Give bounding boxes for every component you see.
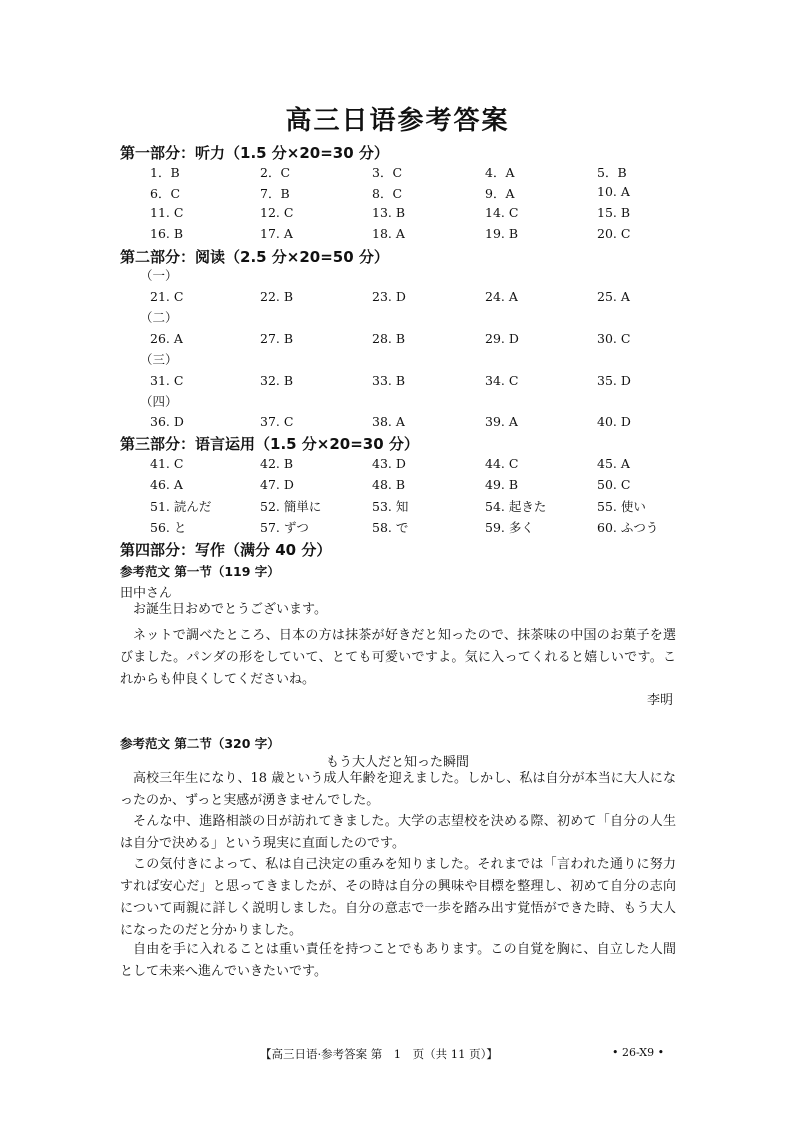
answer-item: 2．C xyxy=(260,165,291,180)
answer-row xyxy=(0,497,795,517)
answer-item: 21. C xyxy=(150,289,184,304)
answer-row xyxy=(0,331,795,351)
answer-item: 45. A xyxy=(597,456,630,471)
answer-item: 28. B xyxy=(372,331,406,346)
answer-item: 56. と xyxy=(150,520,187,535)
answer-row xyxy=(0,414,795,434)
answer-item: 41. C xyxy=(150,456,184,471)
answer-item: 44. C xyxy=(485,456,519,471)
answer-item: 50. C xyxy=(597,477,631,492)
answer-item: 6．C xyxy=(150,186,181,201)
essay2-label: 参考范文 第二节（320 字） xyxy=(120,736,280,751)
answer-item: 18. A xyxy=(372,226,405,241)
answer-row xyxy=(0,289,795,309)
answer-item: 42. B xyxy=(260,456,294,471)
essay1-paragraph: ネットで調べたところ、日本の方は抹茶が好きだと知ったので、抹茶味の中国のお菓子を選びました。パンダの形をしていて、とても可愛いですよ。気に入ってくれると嬉しいです。これからも仲良くしてくださいね。 xyxy=(120,628,676,687)
answer-item: 37. C xyxy=(260,414,294,429)
answer-row xyxy=(0,518,795,538)
essay1-paragraph: お誕生日おめでとうございます。 xyxy=(133,602,327,617)
exam-code: • 26-X9 • xyxy=(612,1046,665,1059)
answer-item: 14. C xyxy=(485,205,519,220)
group-label: （一） xyxy=(140,268,178,283)
page-title: 高三日语参考答案 xyxy=(285,106,510,136)
answer-item: 24. A xyxy=(485,289,518,304)
answer-item: 13. B xyxy=(372,205,406,220)
answer-item: 54. 起きた xyxy=(485,499,547,514)
answer-item: 25. A xyxy=(597,289,630,304)
answer-item: 59. 多く xyxy=(485,520,534,535)
answer-item: 4．A xyxy=(485,165,515,180)
essay2-paragraph: この気付きによって、私は自己決定の重みを知りました。それまでは「言われた通りに努力すれば安心だ」と思ってきましたが、その時は自分の興味や目標を整理し、初めて自分の志向について両親に詳しく説明しました。自分の意志で一歩を踏み出す覚悟ができた時、もう大人になったのだと分かりました。 xyxy=(120,857,676,938)
answer-row xyxy=(0,477,795,497)
answer-item: 48. B xyxy=(372,477,406,492)
answer-item: 19. B xyxy=(485,226,519,241)
answer-row xyxy=(0,184,795,204)
answer-item: 58. で xyxy=(372,520,409,535)
answer-item: 23. D xyxy=(372,289,406,304)
group-label: （四） xyxy=(140,394,178,409)
answer-item: 33. B xyxy=(372,373,406,388)
answer-item: 38. A xyxy=(372,414,405,429)
answer-item: 3．C xyxy=(372,165,403,180)
answer-item: 1．B xyxy=(150,165,180,180)
answer-row xyxy=(0,226,795,246)
answer-item: 10. A xyxy=(597,184,630,199)
answer-item: 36. D xyxy=(150,414,184,429)
answer-item: 9．A xyxy=(485,186,515,201)
answer-row xyxy=(0,373,795,393)
essay2-title: もう大人だと知った瞬間 xyxy=(325,755,469,770)
part1-heading: 第一部分：听力（1.5 分×20=30 分） xyxy=(120,144,389,162)
answer-item: 11. C xyxy=(150,205,184,220)
answer-item: 26. A xyxy=(150,331,183,346)
answer-item: 7．B xyxy=(260,186,290,201)
part3-heading: 第三部分：语言运用（1.5 分×20=30 分） xyxy=(120,435,419,453)
answer-row xyxy=(0,205,795,225)
essay2-paragraph: そんな中、進路相談の日が訪れてきました。大学の志望校を決める際、初めて「自分の人生は自分で決める」という現実に直面したのです。 xyxy=(120,814,676,851)
essay1-label: 参考范文 第一节（119 字） xyxy=(120,564,280,579)
answer-item: 15. B xyxy=(597,205,631,220)
answer-item: 5．B xyxy=(597,165,627,180)
answer-item: 52. 簡単に xyxy=(260,499,322,514)
answer-item: 57. ずつ xyxy=(260,520,309,535)
group-label: （二） xyxy=(140,310,178,325)
answer-item: 35. D xyxy=(597,373,631,388)
essay1-signature: 李明 xyxy=(646,693,673,708)
answer-item: 31. C xyxy=(150,373,184,388)
answer-item: 43. D xyxy=(372,456,406,471)
answer-row xyxy=(0,456,795,476)
answer-item: 49. B xyxy=(485,477,519,492)
part4-heading: 第四部分：写作（满分 40 分） xyxy=(120,541,332,559)
part2-heading: 第二部分：阅读（2.5 分×20=50 分） xyxy=(120,248,389,266)
answer-item: 32. B xyxy=(260,373,294,388)
page-footer: 【高三日语·参考答案 第 1 页（共 11 页）】 xyxy=(260,1047,498,1061)
answer-item: 16. B xyxy=(150,226,184,241)
answer-item: 12. C xyxy=(260,205,294,220)
answer-item: 20. C xyxy=(597,226,631,241)
answer-item: 51. 読んだ xyxy=(150,499,212,514)
answer-row xyxy=(0,163,795,183)
answer-item: 27. B xyxy=(260,331,294,346)
answer-item: 55. 使い xyxy=(597,499,646,514)
group-label: （三） xyxy=(140,352,178,367)
answer-item: 46. A xyxy=(150,477,183,492)
answer-item: 39. A xyxy=(485,414,518,429)
answer-item: 8．C xyxy=(372,186,403,201)
answer-item: 60. ふつう xyxy=(597,520,659,535)
answer-item: 30. C xyxy=(597,331,631,346)
answer-item: 34. C xyxy=(485,373,519,388)
answer-item: 47. D xyxy=(260,477,294,492)
answer-item: 40. D xyxy=(597,414,631,429)
essay2-paragraph: 高校三年生になり、18 歳という成人年齢を迎えました。しかし、私は自分が本当に大人になったのか、ずっと実感が湧きませんでした。 xyxy=(120,771,676,808)
answer-item: 53. 知 xyxy=(372,499,409,514)
answer-item: 29. D xyxy=(485,331,519,346)
essay2-paragraph: 自由を手に入れることは重い責任を持つことでもあります。この自覚を胸に、自立した人間として未来へ進んでいきたいです。 xyxy=(120,942,676,979)
essay1-greeting: 田中さん xyxy=(120,586,173,601)
answer-item: 22. B xyxy=(260,289,294,304)
answer-item: 17. A xyxy=(260,226,293,241)
